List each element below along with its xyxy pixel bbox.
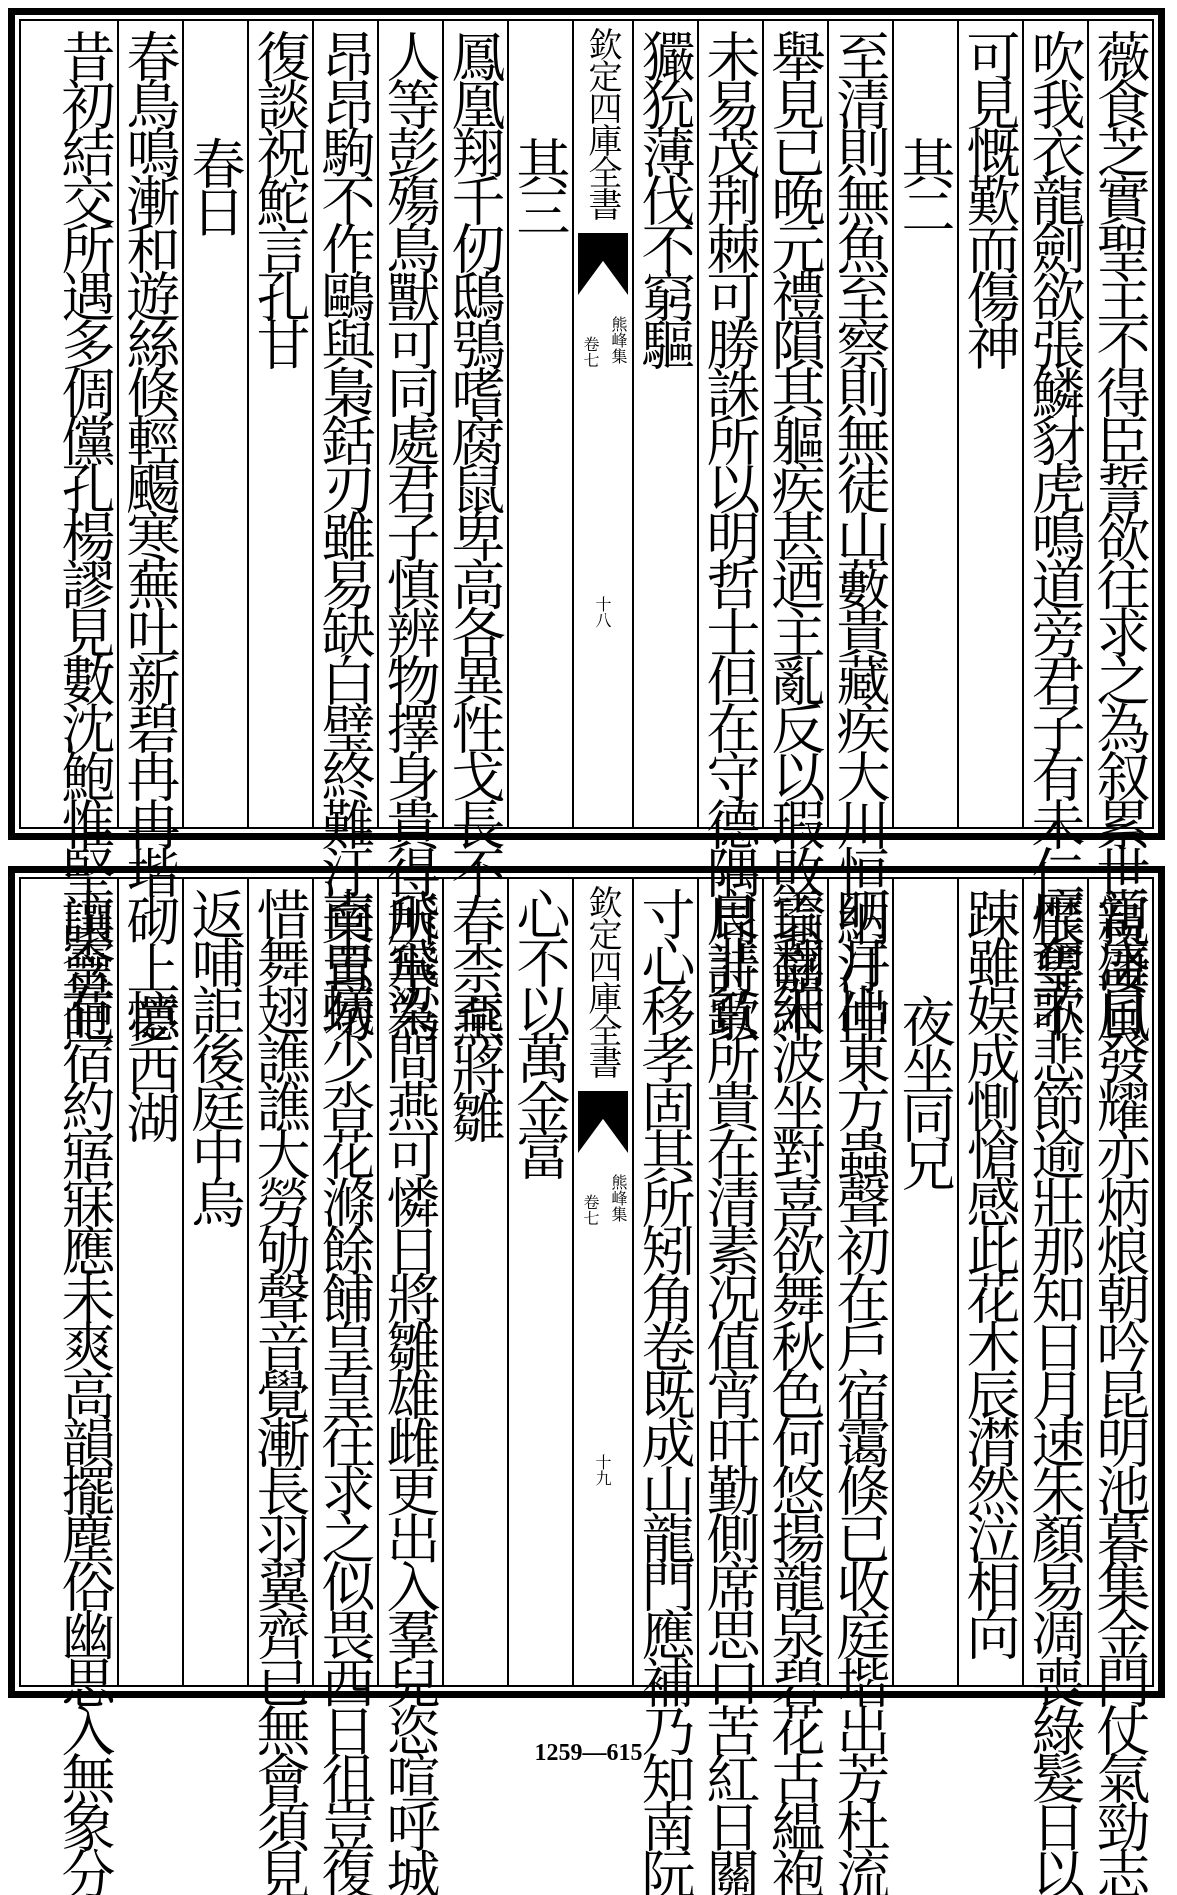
column-text: 心不以萬金富 — [508, 887, 571, 1175]
column-text: 至清則無魚至察則無徒山藪貴藏疾大川恒納汙仲 — [828, 29, 891, 1037]
text-column — [892, 21, 957, 827]
column-text: 當盛日發耀亦炳烺朝吟昆明池暮集金門仗氣勁志 — [1088, 887, 1151, 1895]
column-text: 寸心移孝固其所矧角卷既成山龍門應補乃知南阮 — [633, 887, 696, 1895]
column-text: 南虫蟻少沓花滌餘餔皇皇往求之似畏西日徂豈復 — [313, 887, 376, 1895]
column-text: 昂昂駒不作鷗與梟銛刃雖易缺白璧終難汙棄置勿 — [313, 29, 376, 1037]
text-column — [507, 21, 572, 827]
text-column — [632, 21, 697, 827]
text-column — [632, 879, 697, 1895]
column-text: 昔初結交所遇多倜儻孔楊謬見數沈鮑惟堅讓含葩 — [53, 29, 116, 1037]
text-column — [1087, 21, 1152, 1037]
column-text: 吹我衣龍劍欲張鱗豺虎鳴道旁君子有未仁悵望不 — [1023, 29, 1086, 1037]
text-column — [892, 879, 957, 1685]
column-text: 薇食芝實聖主不得臣誓欲往求之為叙累世親凄風 — [1088, 29, 1151, 1037]
column-text: 人等彭殤鳥獸可同處君子慎辨物擇身貴得所寧為 — [378, 29, 441, 1037]
text-column — [762, 879, 827, 1895]
text-column — [182, 879, 247, 1685]
center-column — [572, 21, 632, 827]
page-number: 十八 — [593, 596, 612, 628]
page-number: 十九 — [593, 1454, 612, 1486]
column-text: 春鳥鳴漸和遊絲倏輕颺寒蕪吐新碧冉冉堦砌上憶 — [118, 29, 181, 1037]
column-text: 復談祝鮀言孔甘 — [248, 29, 311, 365]
text-column — [697, 21, 762, 1037]
volume-label: 卷七 — [581, 336, 600, 368]
text-column — [697, 879, 762, 1895]
column-text: 舉見已晚元禮隕其軀疾甚迺主亂反以瑕敗瑜嘉木 — [763, 29, 826, 1037]
page-code: 1259—615 — [534, 1740, 643, 1766]
column-text: 良非貧所貴在清素况值宵旰勤側席思口苦紅日關 — [698, 887, 761, 1895]
text-column — [827, 21, 892, 1037]
center-column — [572, 879, 632, 1685]
text-column — [117, 21, 182, 1037]
text-column — [762, 21, 827, 1037]
text-column — [52, 21, 117, 1037]
column-text: 可見慨歎而傷神 — [958, 29, 1021, 365]
column-text: 惜舞翅譙譙大勞劬聲音覺漸長羽翼齊已無會須見 — [248, 887, 311, 1895]
text-column — [377, 21, 442, 1037]
text-column — [1022, 21, 1087, 1037]
column-text: 未易茂荆棘可勝誅所以明哲士但在守德隅周詩歌 — [698, 29, 761, 1037]
text-column — [957, 879, 1022, 1685]
column-text: 鳳凰翔千仞鴟鴞嗜腐鼠卑高各異性戈長不春柰至 — [443, 29, 506, 1037]
book-name: 熊峰集 — [609, 316, 628, 364]
fishtail-mark — [578, 1091, 628, 1153]
column-text: 踈雖娱成惻愴感此花木辰潸然泣相向 — [958, 887, 1021, 1655]
poem-title: 燕將雛 — [443, 994, 506, 1138]
book-name: 熊峰集 — [609, 1174, 628, 1222]
poem-title: 夢西湖 — [118, 994, 181, 1138]
text-column — [247, 879, 312, 1895]
poem-title: 其二 — [893, 136, 956, 232]
text-column — [827, 879, 892, 1895]
column-text: 返哺詎後庭中烏 — [183, 887, 246, 1223]
column-text: 山靈有宿約寤寐應未爽高韻擺塵俗幽思入無象分 — [53, 887, 116, 1895]
book-title: 欽定四庫全書 — [582, 885, 622, 1077]
poem-title: 其三 — [508, 136, 571, 232]
poem-title: 春日 — [183, 136, 246, 232]
text-column — [117, 879, 182, 1685]
column-text: 明月出東方蟲聲初在戶宿霭倏已收庭堦出芳杜流 — [828, 887, 891, 1895]
text-column — [312, 21, 377, 1037]
text-column — [1087, 879, 1152, 1895]
text-column — [1022, 879, 1087, 1895]
poem-title: 夜坐同兄 — [893, 994, 956, 1186]
column-text: 雲翻細波坐對喜欲舞秋色何悠揚龍泉碧花古緼袍 — [763, 887, 826, 1895]
fishtail-mark — [578, 233, 628, 295]
text-column — [377, 879, 442, 1895]
text-column — [957, 21, 1022, 827]
text-column — [312, 879, 377, 1895]
text-column — [442, 879, 507, 1685]
text-column — [52, 879, 117, 1895]
volume-label: 卷七 — [581, 1194, 600, 1226]
column-text: 飛飛梁間燕可憐日將雛雄雌更出入羣兒恣喧呼城 — [378, 887, 441, 1895]
text-column — [507, 879, 572, 1685]
column-text: 靡奪歌悲節逾壯那知日月速朱顏易凋喪綠髮日以 — [1023, 887, 1086, 1895]
text-column — [442, 21, 507, 1037]
text-column — [247, 21, 312, 827]
text-column — [182, 21, 247, 827]
book-title: 欽定四庫全書 — [582, 27, 622, 219]
column-text: 玁狁薄伐不窮驅 — [633, 29, 696, 365]
